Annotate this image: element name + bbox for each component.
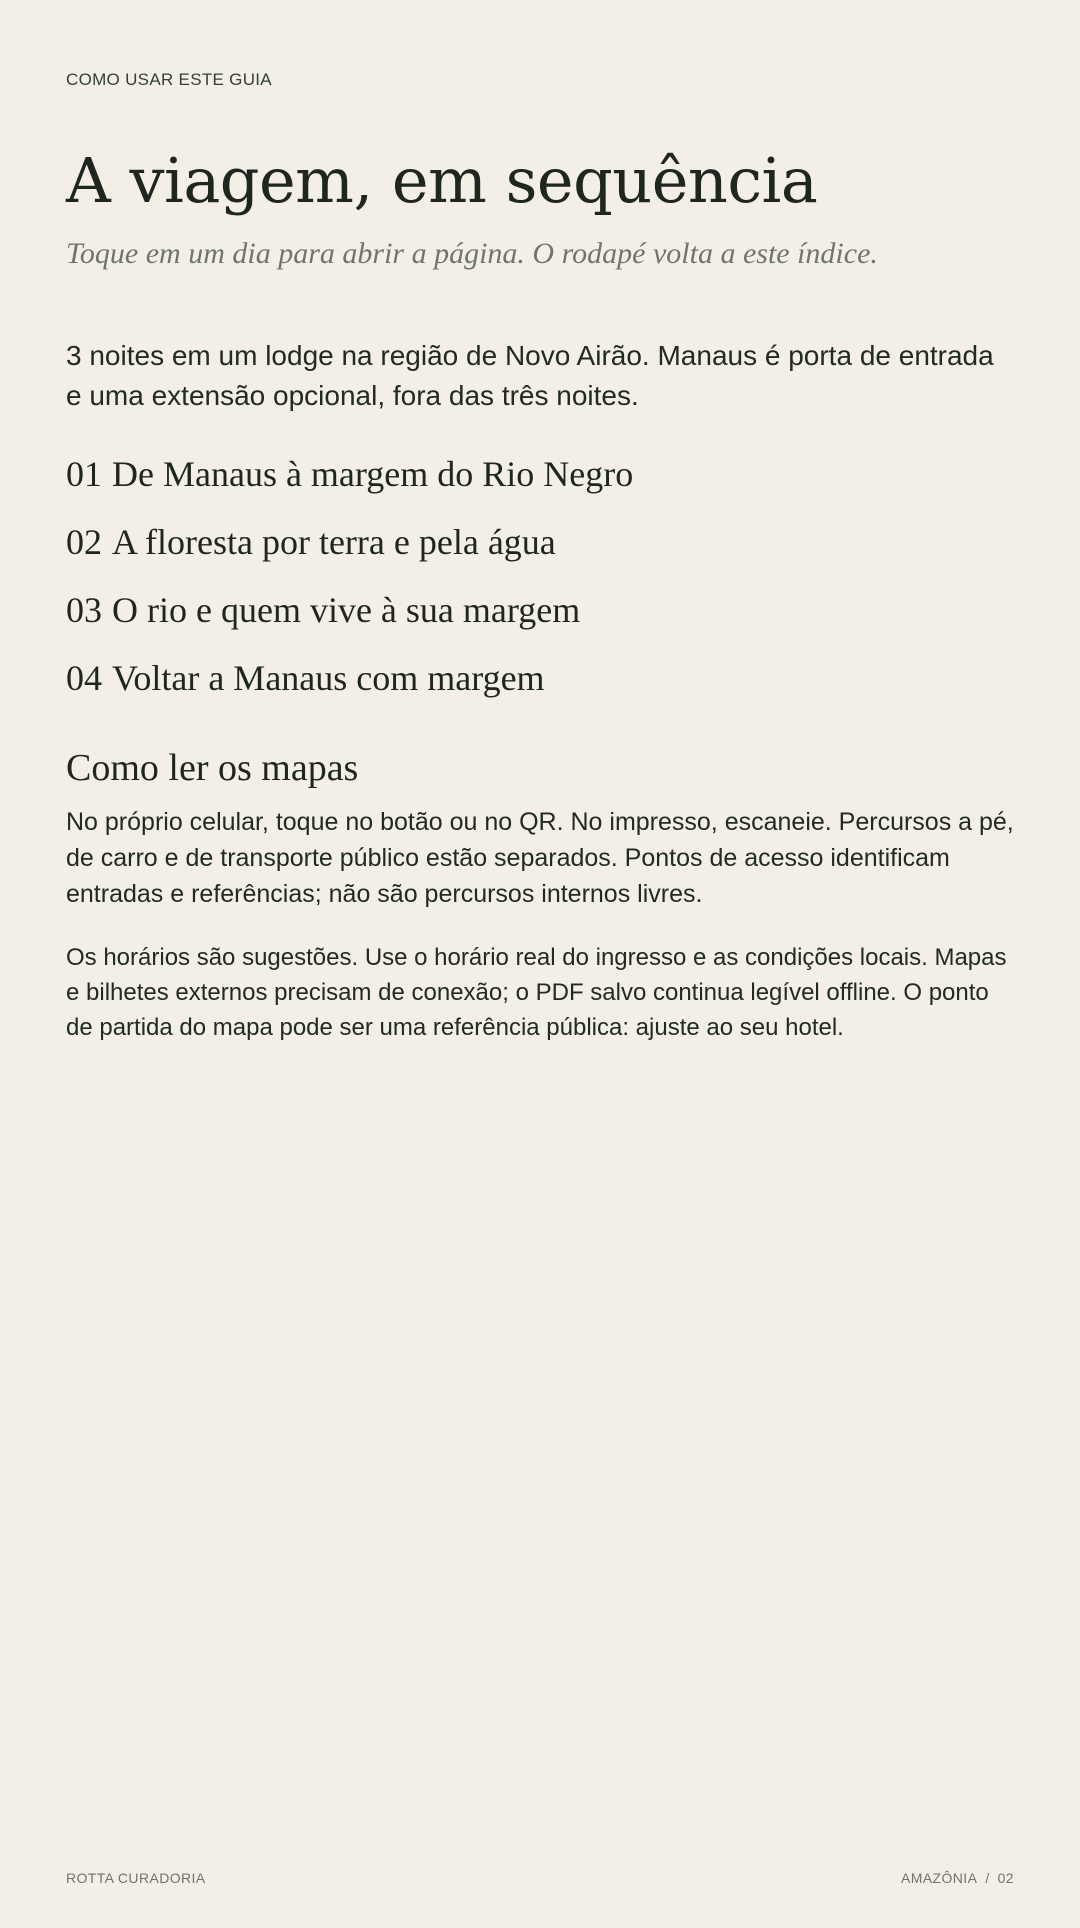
guide-page (66, 0, 1014, 1928)
day-link-01[interactable] (66, 448, 633, 500)
day-number: 02 (66, 522, 102, 562)
page-footer (66, 1870, 1014, 1886)
day-link-04[interactable] (66, 652, 633, 704)
day-label: O rio e quem vive à sua margem (112, 590, 581, 630)
maps-paragraph-2: Os horários são sugestões. Use o horário real do ingresso e as condições locais. Mapas e bilhetes externos precisam de conexão; o PDF salvo continua legível offline. O ponto de partida do mapa pode ser uma referência pública: ajuste ao seu hotel. (66, 944, 1007, 1041)
day-label: A floresta por terra e pela água (112, 522, 556, 562)
footer-separator: / (985, 1870, 990, 1886)
day-number: 04 (66, 658, 102, 698)
footer-brand: ROTTA CURADORIA (66, 1870, 206, 1886)
maps-paragraph-1: No próprio celular, toque no botão ou no QR. No impresso, escaneie. Percursos a pé, de carro e de transporte público estão separados. Pontos de acesso identificam entradas e referências; não são percursos internos livres. (66, 808, 1014, 908)
page-title: A viagem, em sequência (66, 144, 818, 217)
day-link-03[interactable] (66, 584, 633, 636)
page-subtitle: Toque em um dia para abrir a página. O rodapé volta a este índice. (66, 237, 878, 270)
day-number: 03 (66, 590, 102, 630)
day-label: De Manaus à margem do Rio Negro (112, 454, 634, 494)
trip-intro: 3 noites em um lodge na região de Novo Airão. Manaus é porta de entrada e uma extensão opcional, fora das três noites. (66, 340, 994, 411)
day-link-02[interactable] (66, 516, 633, 568)
day-number: 01 (66, 454, 102, 494)
day-index-list (66, 448, 633, 720)
footer-section: AMAZÔNIA (901, 1870, 978, 1886)
footer-page-info[interactable] (901, 1870, 1014, 1886)
maps-section-title: Como ler os mapas (66, 747, 359, 789)
footer-page-number: 02 (997, 1870, 1014, 1886)
day-label: Voltar a Manaus com margem (112, 658, 545, 698)
section-eyebrow: COMO USAR ESTE GUIA (66, 70, 272, 89)
